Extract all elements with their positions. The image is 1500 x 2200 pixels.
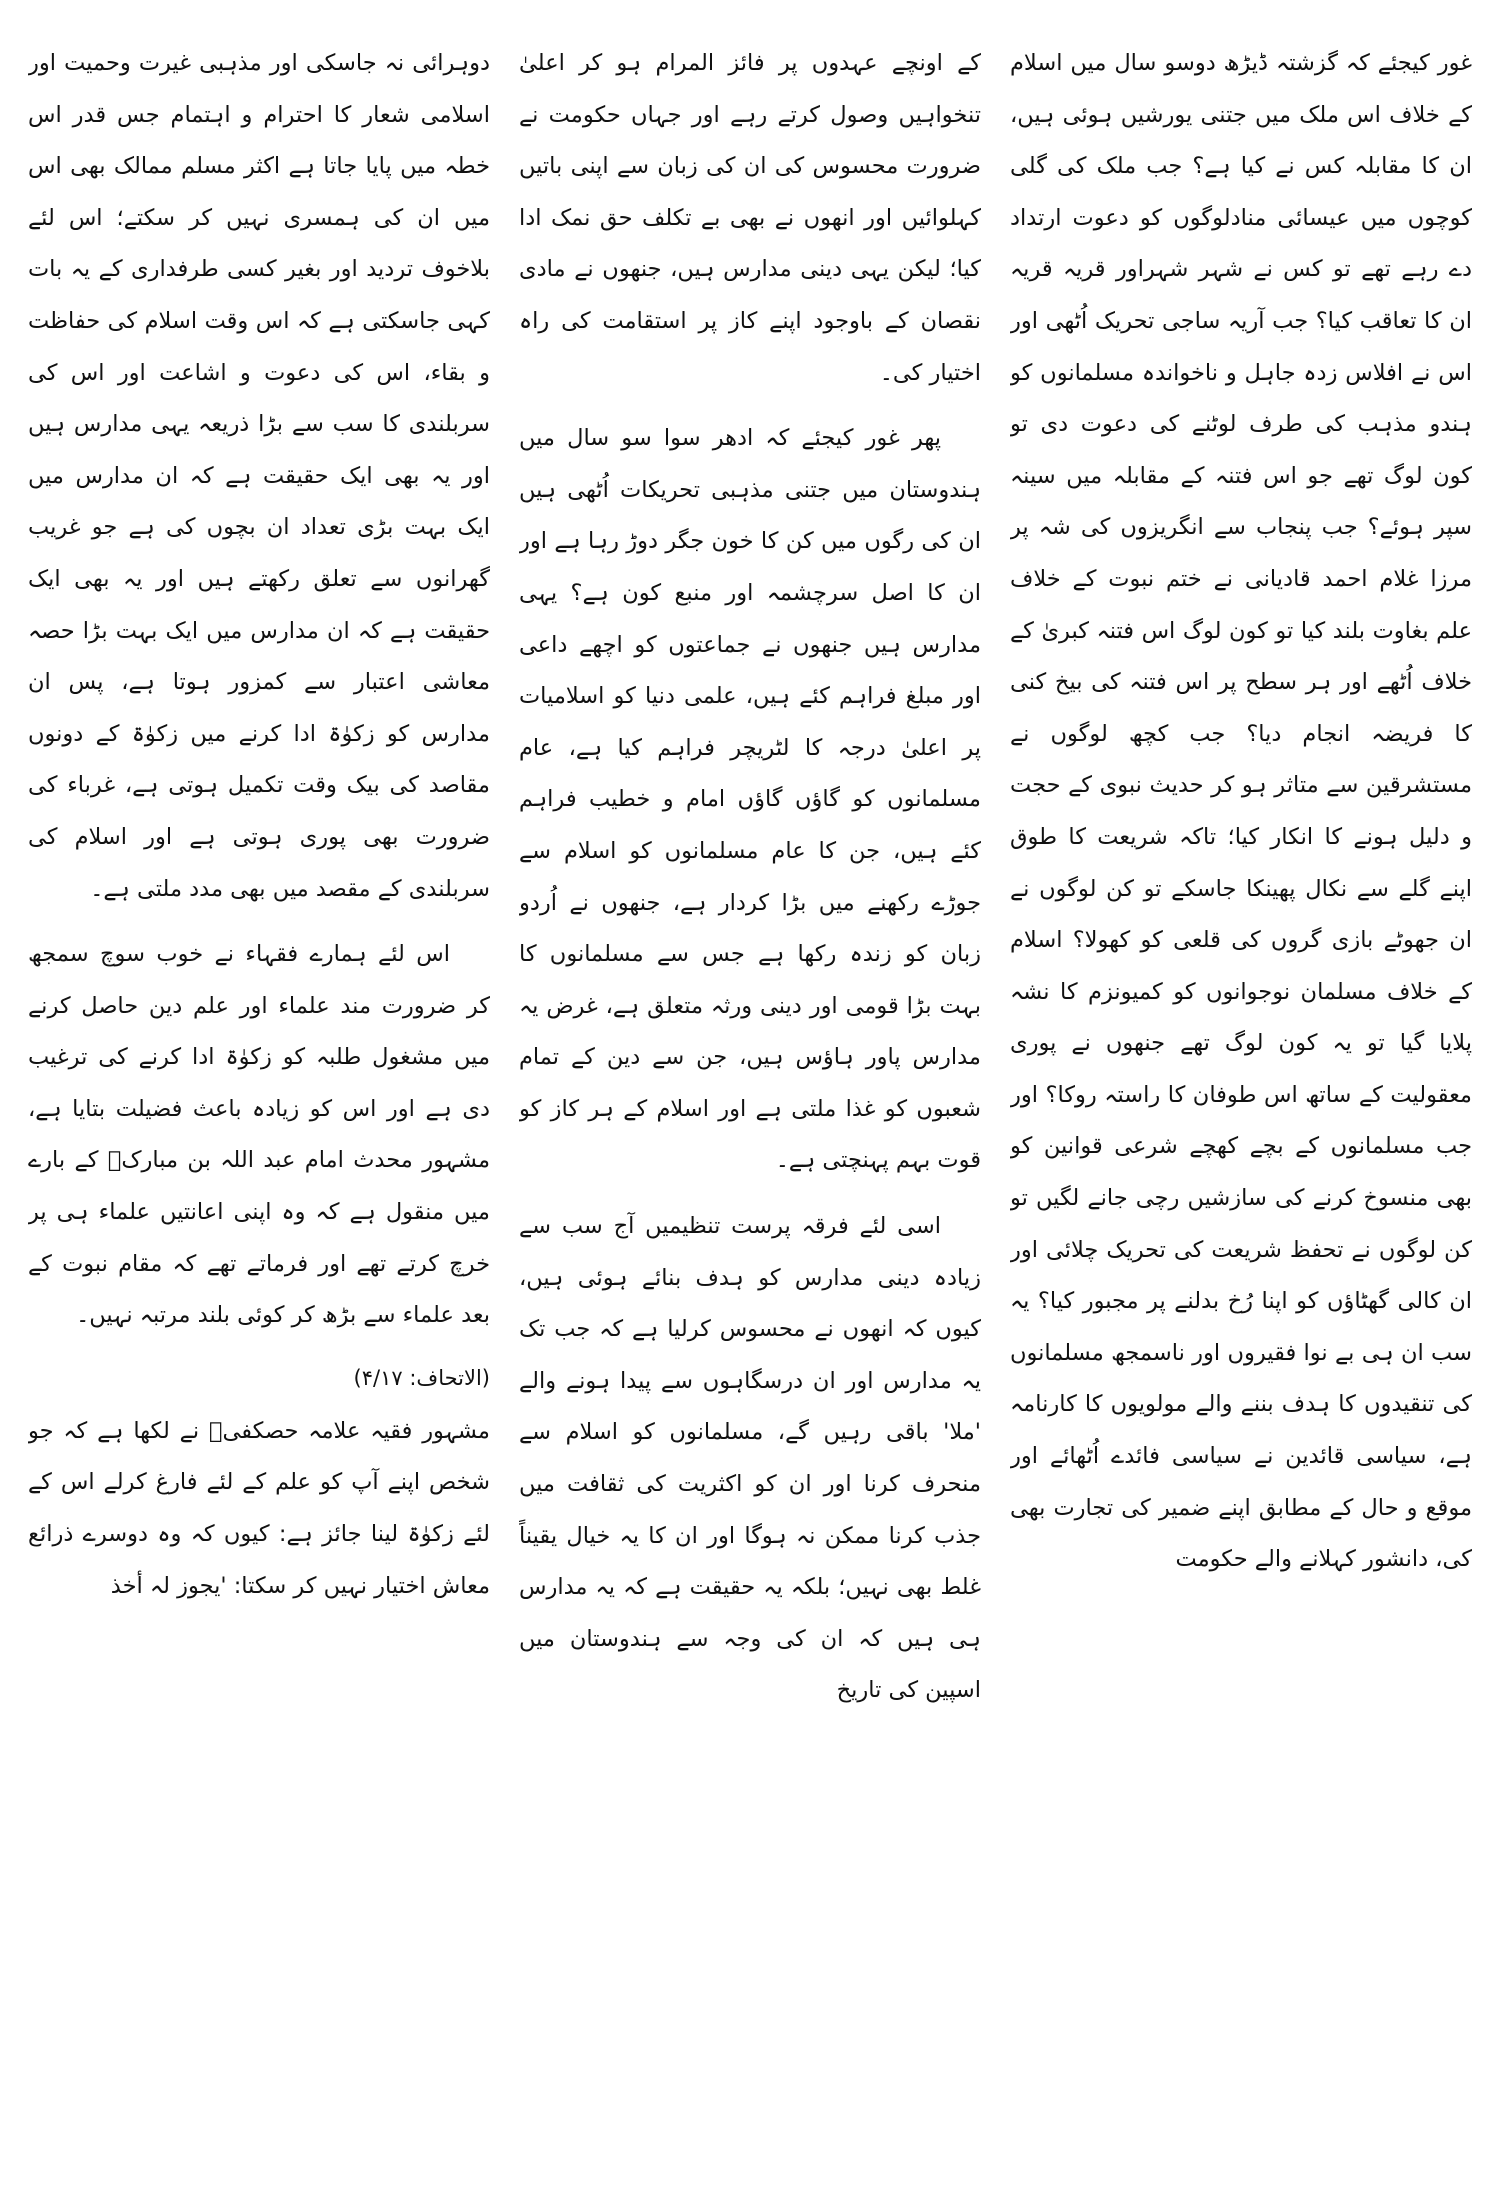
column-middle — [519, 38, 981, 2188]
column-2-paragraph-2: پھر غور کیجئے کہ ادھر سوا سو سال میں ہندوستان میں جتنی مذہبی تحریکات اُٹھی ہیں ان کی رگوں میں کن کا خون جگر دوڑ رہا ہے اور ان کا اصل سرچشمہ اور منبع کون ہے؟ یہی مدارس ہیں جنھوں نے جماعتوں کو اچھے داعی اور مبلغ فراہم کئے ہیں، علمی دنیا کو اسلامیات پر اعلیٰ درجہ کا لٹریچر فراہم کیا ہے، عام مسلمانوں کو گاؤں گاؤں امام و خطیب فراہم کئے ہیں، جن کا عام مسلمانوں کو اسلام سے جوڑے رکھنے میں بڑا کردار ہے، جنھوں نے اُردو زبان کو زندہ رکھا ہے جس سے مسلمانوں کا بہت بڑا قومی اور دینی ورثہ متعلق ہے، غرض یہ مدارس پاور ہاؤس ہیں، جن سے دین کے تمام شعبوں کو غذا ملتی ہے اور اسلام کے ہر کاز کو قوت بہم پہنچتی ہے۔ — [519, 425, 981, 1174]
column-3-paragraph-3: مشہور فقیہ علامہ حصکفیؒ نے لکھا ہے کہ جو شخص اپنے آپ کو علم کے لئے فارغ کرلے اس کے لئے زکوٰۃ لینا جائز ہے: کیوں کہ وہ دوسرے ذرائع معاش اختیار نہیں کر سکتا: 'یجوز لہ أخذ — [28, 1417, 490, 1599]
column-2-paragraph-1: کے اونچے عہدوں پر فائز المرام ہو کر اعلیٰ تنخواہیں وصول کرتے رہے اور جہاں حکومت نے ضرورت محسوس کی ان کی زبان سے اپنی باتیں کہلوائیں اور انھوں نے بھی بے تکلف حق نمک ادا کیا؛ لیکن یہی دینی مدارس ہیں، جنھوں نے مادی نقصان کے باوجود اپنے کاز پر استقامت کی راہ اختیار کی۔ — [519, 50, 981, 386]
column-3-paragraph-1: دوہرائی نہ جاسکی اور مذہبی غیرت وحمیت اور اسلامی شعار کا احترام و اہتمام جس قدر اس خطہ میں پایا جاتا ہے اکثر مسلم ممالک بھی اس میں ان کی ہمسری نہیں کر سکتے؛ اس لئے بلاخوف تردید اور بغیر کسی طرفداری کے یہ بات کہی جاسکتی ہے کہ اس وقت اسلام کی حفاظت و بقاء، اس کی دعوت و اشاعت اور اس کی سربلندی کا سب سے بڑا ذریعہ یہی مدارس ہیں اور یہ بھی ایک حقیقت ہے کہ ان مدارس میں ایک بہت بڑی تعداد ان بچوں کی ہے جو غریب گھرانوں سے تعلق رکھتے ہیں اور یہ بھی ایک حقیقت ہے کہ ان مدارس میں ایک بہت بڑا حصہ معاشی اعتبار سے کمزور ہوتا ہے، پس ان مدارس کو زکوٰۃ ادا کرنے میں زکوٰۃ کے دونوں مقاصد کی بیک وقت تکمیل ہوتی ہے، غرباء کی ضرورت بھی پوری ہوتی ہے اور اسلام کی سربلندی کے مقصد میں بھی مدد ملتی ہے۔ — [28, 50, 490, 902]
column-1-paragraph-1: غور کیجئے کہ گزشتہ ڈیڑھ دوسو سال میں اسلام کے خلاف اس ملک میں جتنی یورشیں ہوئی ہیں، ان کا مقابلہ کس نے کیا ہے؟ جب ملک کی گلی کوچوں میں عیسائی منادلوگوں کو دعوت ارتداد دے رہے تھے تو کس نے شہر شہراور قریہ قریہ ان کا تعاقب کیا؟ جب آریہ ساجی تحریک اُٹھی اور اس نے افلاس زدہ جاہل و ناخواندہ مسلمانوں کو ہندو مذہب کی طرف لوٹنے کی دعوت دی تو کون لوگ تھے جو اس فتنہ کے مقابلہ میں سینہ سپر ہوئے؟ جب پنجاب سے انگریزوں کی شہ پر مرزا غلام احمد قادیانی نے ختم نبوت کے خلاف علم بغاوت بلند کیا تو کون لوگ اس فتنہ کبریٰ کے خلاف اُٹھے اور ہر سطح پر اس فتنہ کی بیخ کنی کا فریضہ انجام دیا؟ جب کچھ لوگوں نے مستشرقین سے متاثر ہو کر حدیث نبوی کے حجت و دلیل ہونے کا انکار کیا؛ تاکہ شریعت کا طوق اپنے گلے سے نکال پھینکا جاسکے تو کن لوگوں نے ان جھوٹے بازی گروں کی قلعی کو کھولا؟ اسلام کے خلاف مسلمان نوجوانوں کو کمیونزم کا نشہ پلایا گیا تو یہ کون لوگ تھے جنھوں نے پوری معقولیت کے ساتھ اس طوفان کا راستہ روکا؟ اور جب مسلمانوں کے بچے کھچے شرعی قوانین کو بھی منسوخ کرنے کی سازشیں رچی جانے لگیں تو کن لوگوں نے تحفظ شریعت کی تحریک چلائی اور ان کالی گھٹاؤں کو اپنا رُخ بدلنے پر مجبور کیا؟ یہ سب ان ہی بے نوا فقیروں اور ناسمجھ مسلمانوں کی تنقیدوں کا ہدف بننے والے مولویوں کا کارنامہ ہے، سیاسی قائدین نے سیاسی فائدے اُٹھائے اور موقع و حال کے مطابق اپنے ضمیر کی تجارت بھی کی، دانشور کہلانے والے حکومت — [1010, 50, 1472, 1573]
column-2-paragraph-3: اسی لئے فرقہ پرست تنظیمیں آج سب سے زیادہ دینی مدارس کو ہدف بنائے ہوئی ہیں، کیوں کہ انھوں نے محسوس کرلیا ہے کہ جب تک یہ مدارس اور ان درسگاہوں سے پیدا ہونے والے 'ملا' باقی رہیں گے، مسلمانوں کو اسلام سے منحرف کرنا اور ان کو اکثریت کی ثقافت میں جذب کرنا ممکن نہ ہوگا اور ان کا یہ خیال یقیناً غلط بھی نہیں؛ بلکہ یہ حقیقت ہے کہ یہ مدارس ہی ہیں کہ ان کی وجہ سے ہندوستان میں اسپین کی تاریخ — [519, 1213, 981, 1704]
column-right — [1010, 38, 1472, 2188]
column-3-paragraph-2: اس لئے ہمارے فقہاء نے خوب سوچ سمجھ کر ضرورت مند علماء اور علم دین حاصل کرنے میں مشغول طلبہ کو زکوٰۃ ادا کرنے کی ترغیب دی ہے اور اس کو زیادہ باعث فضیلت بتایا ہے، مشہور محدث امام عبد اللہ بن مبارکؒ کے بارے میں منقول ہے کہ وہ اپنی اعانتیں علماء ہی پر خرچ کرتے تھے اور فرماتے تھے کہ مقام نبوت کے بعد علماء سے بڑھ کر کوئی بلند مرتبہ نہیں۔ — [28, 941, 490, 1329]
text-columns — [28, 38, 1472, 2188]
column-left — [28, 38, 490, 2188]
citation-reference: (الاتحاف: ۴/۱۷) — [353, 1365, 490, 1390]
